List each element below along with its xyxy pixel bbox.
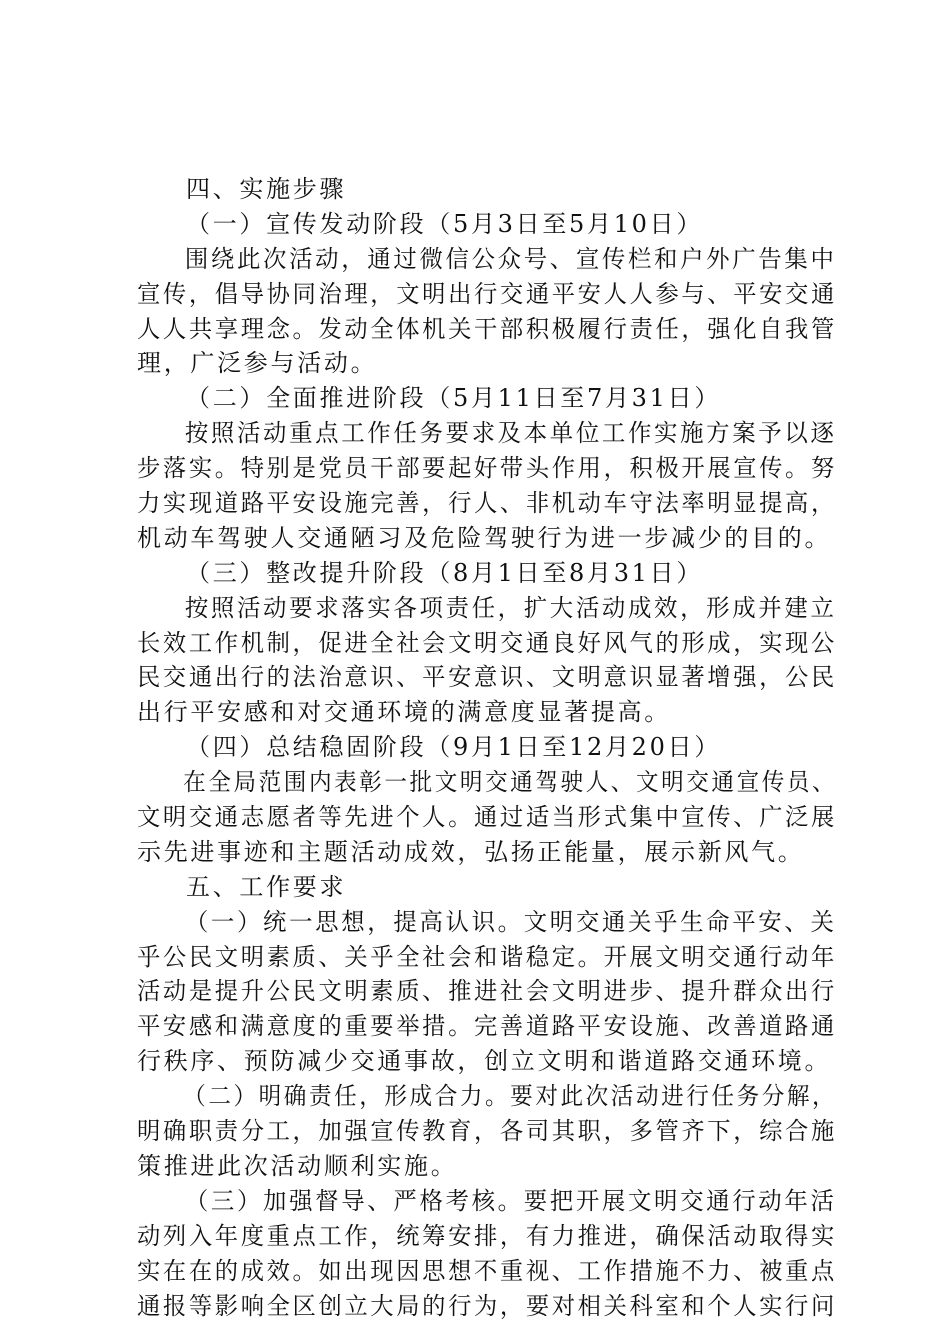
- paragraph-line: 文明交通志愿者等先进个人。通过适当形式集中宣传、广泛展: [137, 803, 837, 832]
- paragraph-line: 乎公民文明素质、关乎全社会和谐稳定。开展文明交通行动年: [137, 942, 837, 971]
- paragraph-line: （一）统一思想，提高认识。文明交通关乎生命平安、关: [184, 907, 837, 936]
- paragraph-line: 在全局范围内表彰一批文明交通驾驶人、文明交通宣传员、: [183, 768, 838, 797]
- paragraph-line: 机动车驾驶人交通陋习及危险驾驶行为进一步减少的目的。: [137, 523, 832, 552]
- paragraph-line: （三）加强督导、严格考核。要把开展文明交通行动年活: [184, 1186, 837, 1215]
- document-body: [137, 172, 838, 1323]
- paragraph-line: 按照活动要求落实各项责任，扩大活动成效，形成并建立: [184, 593, 837, 622]
- paragraph-line: 长效工作机制，促进全社会文明交通良好风气的形成，实现公: [137, 628, 837, 657]
- paragraph-line: 宣传，倡导协同治理，文明出行交通平安人人参与、平安交通: [137, 279, 837, 308]
- paragraph-line: （二）明确责任，形成合力。要对此次活动进行任务分解，: [183, 1082, 838, 1111]
- subsection-heading: （二）全面推进阶段（5月11日至7月31日）: [186, 384, 722, 413]
- paragraph-line: 动列入年度重点工作，统筹安排，有力推进，确保活动取得实: [137, 1221, 837, 1250]
- paragraph-line: 行秩序、预防减少交通事故，创立文明和谐道路交通环境。: [137, 1047, 832, 1076]
- paragraph-line: 理，广泛参与活动。: [137, 349, 378, 378]
- paragraph-line: 实在在的成效。如出现因思想不重视、工作措施不力、被重点: [137, 1256, 837, 1285]
- paragraph-line: 人人共享理念。发动全体机关干部积极履行责任，强化自我管: [137, 314, 837, 343]
- paragraph-line: 明确职责分工，加强宣传教育，各司其职，多管齐下，综合施: [137, 1117, 837, 1146]
- paragraph-line: 按照活动重点工作任务要求及本单位工作实施方案予以逐: [184, 419, 837, 448]
- paragraph-line: 步落实。特别是党员干部要起好带头作用，积极开展宣传。努: [137, 454, 837, 483]
- subsection-heading: （一）宣传发动阶段（5月3日至5月10日）: [186, 209, 704, 238]
- paragraph-line: 出行平安感和对交通环境的满意度显著提高。: [137, 698, 671, 727]
- paragraph-line: 活动是提升公民文明素质、推进社会文明进步、提升群众出行: [137, 977, 837, 1006]
- section-heading: 五、工作要求: [186, 872, 347, 901]
- paragraph-line: 示先进事迹和主题活动成效，弘扬正能量，展示新风气。: [137, 837, 805, 866]
- paragraph-line: 围绕此次活动，通过微信公众号、宣传栏和户外广告集中: [184, 244, 837, 273]
- subsection-heading: （四）总结稳固阶段（9月1日至12月20日）: [186, 733, 722, 762]
- paragraph-line: 策推进此次活动顺利实施。: [137, 1151, 458, 1180]
- subsection-heading: （三）整改提升阶段（8月1日至8月31日）: [186, 558, 704, 587]
- paragraph-line: 力实现道路平安设施完善，行人、非机动车守法率明显提高，: [137, 489, 837, 518]
- paragraph-line: 平安感和满意度的重要举措。完善道路平安设施、改善道路通: [137, 1012, 837, 1041]
- section-heading: 四、实施步骤: [186, 175, 347, 203]
- paragraph-line: 通报等影响全区创立大局的行为，要对相关科室和个人实行问: [137, 1291, 837, 1320]
- paragraph-line: 民交通出行的法治意识、平安意识、文明意识显著增强，公民: [137, 663, 837, 692]
